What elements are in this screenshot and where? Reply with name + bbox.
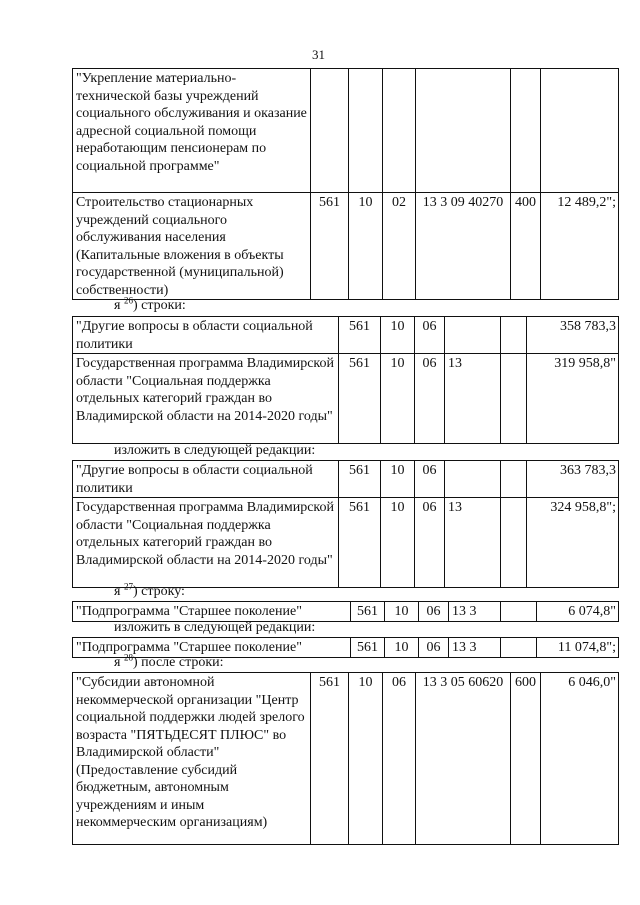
row-text: Государственная программа Владимирской области "Социальная поддержка отдельных категорий граждан во Владимирской области на 2014-2020 годы" (73, 354, 339, 444)
row-text: "Субсидии автономной некоммерческой организации "Центр социальной поддержки людей зрелого возраста "ПЯТЬДЕСЯТ ПЛЮС" во Владимирской области" (Предоставление субсидий бюджетным, автономным учреждениям и иным некоммерческим организациям) (73, 673, 311, 845)
note-26: я $^{26}$) строки: (114, 295, 186, 313)
cell-ministry: 561 (311, 673, 349, 845)
redaction-note-1: изложить в следующей редакции: (114, 443, 316, 458)
row-text: Строительство стационарных учреждений социального обслуживания населения (Капитальные вложения в объекты государственной (муниципальной) собственности) (73, 193, 311, 300)
cell-target: 13 3 (449, 602, 501, 622)
cell-ministry: 561 (351, 638, 385, 658)
cell-target: 13 (445, 498, 501, 588)
cell-target: 13 3 (449, 638, 501, 658)
table-row (73, 354, 619, 444)
cell-section: 10 (381, 461, 415, 498)
cell-ministry: 561 (311, 193, 349, 300)
cell-section: 10 (349, 673, 383, 845)
cell-ministry: 561 (351, 602, 385, 622)
cell-subsection: 02 (383, 193, 416, 300)
page-number: 31 (312, 47, 325, 62)
note-28: я $^{28}$) после строки: (114, 652, 224, 670)
row-text: "Подпрограмма "Старшее поколение" (73, 602, 351, 622)
budget-table-3 (72, 460, 619, 588)
row-text: Государственная программа Владимирской области "Социальная поддержка отдельных категорий граждан во Владимирской области на 2014-2020 годы" (73, 498, 339, 588)
table-row (73, 317, 619, 354)
cell-target: 13 3 09 40270 (416, 193, 511, 300)
cell-ministry: 561 (339, 354, 381, 444)
cell-ministry: 561 (339, 461, 381, 498)
row-text: "Подпрограмма "Старшее поколение" (73, 638, 351, 658)
cell-section: 10 (349, 193, 383, 300)
cell-sum: 324 958,8"; (527, 498, 619, 588)
cell-subsection: 06 (415, 354, 445, 444)
cell-sum: 319 958,8" (527, 354, 619, 444)
cell-subsection: 06 (415, 317, 445, 354)
row-text: "Укрепление материально-технической базы учреждений социального обслуживания и оказание адресной социальной помощи неработающим пенсионерам по социальной программе" (73, 69, 311, 193)
cell-ministry: 561 (339, 498, 381, 588)
cell-target: 13 (445, 354, 501, 444)
cell-target: 13 3 05 60620 (416, 673, 511, 845)
table-row (73, 193, 619, 300)
cell-sum: 358 783,3 (527, 317, 619, 354)
budget-table-6 (72, 672, 619, 845)
cell-subsection: 06 (415, 461, 445, 498)
cell-section: 10 (381, 354, 415, 444)
cell-subsection: 06 (419, 638, 449, 658)
cell-ministry: 561 (339, 317, 381, 354)
cell-section: 10 (381, 498, 415, 588)
cell-sum: 363 783,3 (527, 461, 619, 498)
cell-sum: 12 489,2"; (541, 193, 619, 300)
budget-table-2 (72, 316, 619, 444)
table-row (73, 673, 619, 845)
cell-expense-type: 600 (511, 673, 541, 845)
cell-subsection: 06 (419, 602, 449, 622)
row-text: "Другие вопросы в области социальной политики (73, 461, 339, 498)
table-row (73, 461, 619, 498)
cell-subsection: 06 (415, 498, 445, 588)
table-row (73, 69, 619, 193)
cell-subsection: 06 (383, 673, 416, 845)
cell-sum: 11 074,8"; (537, 638, 619, 658)
cell-sum: 6 046,0" (541, 673, 619, 845)
cell-section: 10 (385, 638, 419, 658)
cell-section: 10 (385, 602, 419, 622)
table-row (73, 498, 619, 588)
redaction-note-2: изложить в следующей редакции: (114, 620, 316, 635)
cell-section: 10 (381, 317, 415, 354)
budget-table-1 (72, 68, 619, 300)
table-row (73, 602, 619, 622)
note-27: я $^{27}$) строку: (114, 581, 185, 599)
budget-table-4 (72, 601, 619, 622)
cell-sum: 6 074,8" (537, 602, 619, 622)
cell-expense-type: 400 (511, 193, 541, 300)
row-text: "Другие вопросы в области социальной политики (73, 317, 339, 354)
